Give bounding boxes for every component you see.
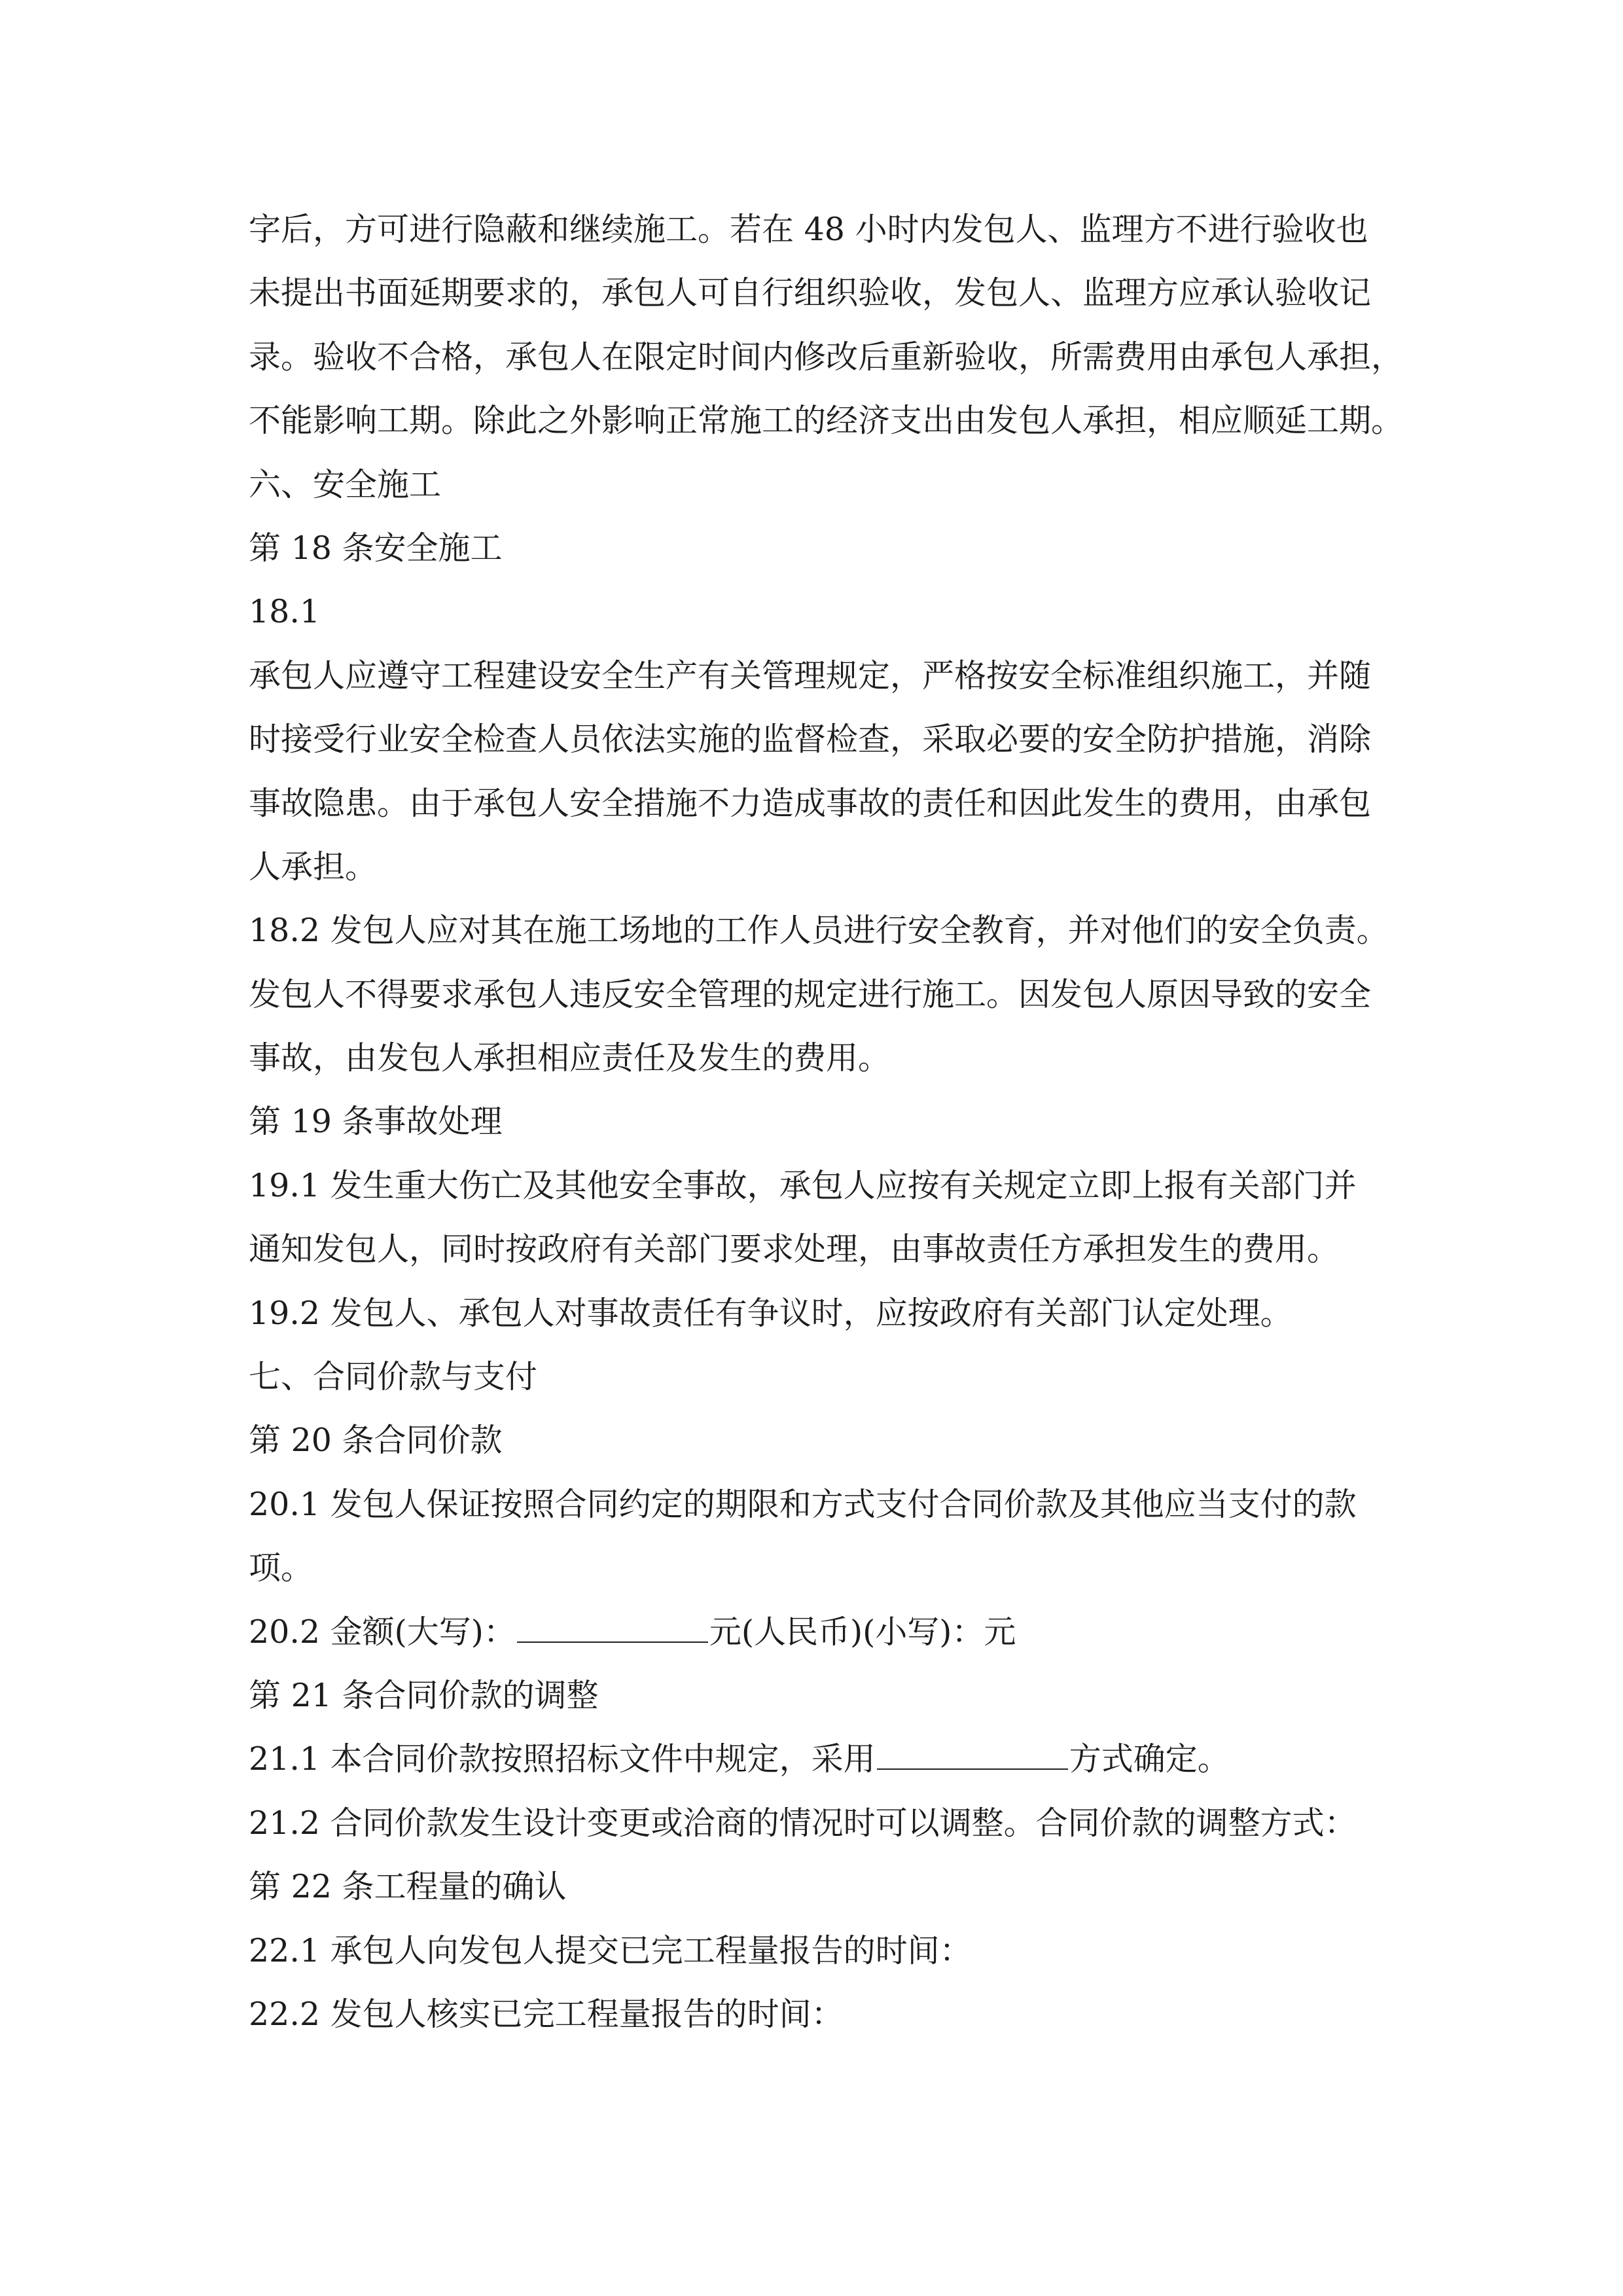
article-22 (249, 1855, 1492, 2046)
continuation-line: 字后，方可进行隐蔽和继续施工。若在 48 小时内发包人、监理方不进行验收也 (249, 211, 1368, 248)
continuation-line: 录。验收不合格，承包人在限定时间内修改后重新验收，所需费用由承包人承担， (249, 338, 1404, 376)
amount-label: 20.2 金额(大写)： (249, 1613, 516, 1651)
continuation-line: 未提出书面延期要求的，承包人可自行组织验收，发包人、监理方应承认验收记 (249, 274, 1372, 312)
clause-line: 发包人不得要求承包人违反安全管理的规定进行施工。因发包人原因导致的安全 (249, 975, 1372, 1013)
article-18 (249, 516, 1492, 1090)
section-6 (249, 453, 1492, 1345)
clause-line: 事故，由发包人承担相应责任及发生的费用。 (249, 1039, 891, 1077)
clause-line: 19.1 发生重大伤亡及其他安全事故，承包人应按有关规定立即上报有关部门并 (249, 1166, 1357, 1204)
clause-line: 人承担。 (249, 848, 378, 886)
clause-22-1 (249, 1919, 1492, 1982)
clause-line: 通知发包人，同时按政府有关部门要求处理，由事故责任方承担发生的费用。 (249, 1230, 1340, 1268)
clause-21-2 (249, 1791, 1492, 1855)
clause-line: 事故隐患。由于承包人安全措施不力造成事故的责任和因此发生的费用，由承包 (249, 784, 1372, 822)
clause-line: 项。 (249, 1549, 313, 1587)
pricing-method-label: 21.1 本合同价款按照招标文件中规定，采用 (249, 1740, 876, 1778)
amount-unit-text: 元(人民币)(小写)：元 (709, 1613, 1016, 1651)
clause-line: 19.2 发包人、承包人对事故责任有争议时，应按政府有关部门认定处理。 (249, 1294, 1293, 1332)
clause-19-1 (249, 1154, 1492, 1282)
clause-22-2 (249, 1982, 1492, 2046)
continuation-paragraph (249, 198, 1492, 453)
clause-line: 承包人应遵守工程建设安全生产有关管理规定，严格按安全标准组织施工，并随 (249, 656, 1372, 694)
continuation-line: 不能影响工期。除此之外影响正常施工的经济支出由发包人承担，相应顺延工期。 (249, 402, 1404, 440)
article-title: 第 22 条工程量的确认 (249, 1868, 567, 1906)
article-21 (249, 1664, 1492, 1855)
clause-20-2 (249, 1600, 1492, 1664)
clause-line: 时接受行业安全检查人员依法实施的监督检查，采取必要的安全防护措施，消除 (249, 721, 1372, 759)
clause-line: 20.1 发包人保证按照合同约定的期限和方式支付合同价款及其他应当支付的款 (249, 1485, 1357, 1523)
pricing-method-suffix: 方式确定。 (1069, 1740, 1230, 1778)
clause-18-2 (249, 899, 1492, 1090)
article-title: 第 18 条安全施工 (249, 529, 503, 567)
pricing-method-blank (877, 1742, 1068, 1770)
clause-18-1 (249, 580, 1492, 899)
clause-21-1 (249, 1727, 1492, 1791)
article-19 (249, 1090, 1492, 1345)
clause-19-2 (249, 1282, 1492, 1345)
article-title: 第 20 条合同价款 (249, 1422, 503, 1460)
clause-20-1 (249, 1473, 1492, 1600)
section-heading: 六、安全施工 (249, 465, 442, 503)
clause-line: 22.2 发包人核实已完工程量报告的时间： (249, 1995, 844, 2033)
document-body (249, 198, 1492, 2046)
clause-line: 21.2 合同价款发生设计变更或洽商的情况时可以调整。合同价款的调整方式： (249, 1804, 1357, 1842)
amount-words-blank (517, 1615, 708, 1643)
article-title: 第 21 条合同价款的调整 (249, 1676, 599, 1714)
clause-line: 18.2 发包人应对其在施工场地的工作人员进行安全教育，并对他们的安全负责。 (249, 912, 1389, 950)
section-7 (249, 1345, 1492, 2046)
article-20 (249, 1408, 1492, 1664)
article-title: 第 19 条事故处理 (249, 1103, 503, 1141)
clause-number: 18.1 (249, 593, 321, 631)
clause-line: 22.1 承包人向发包人提交已完工程量报告的时间： (249, 1931, 972, 1969)
section-heading: 七、合同价款与支付 (249, 1358, 538, 1396)
